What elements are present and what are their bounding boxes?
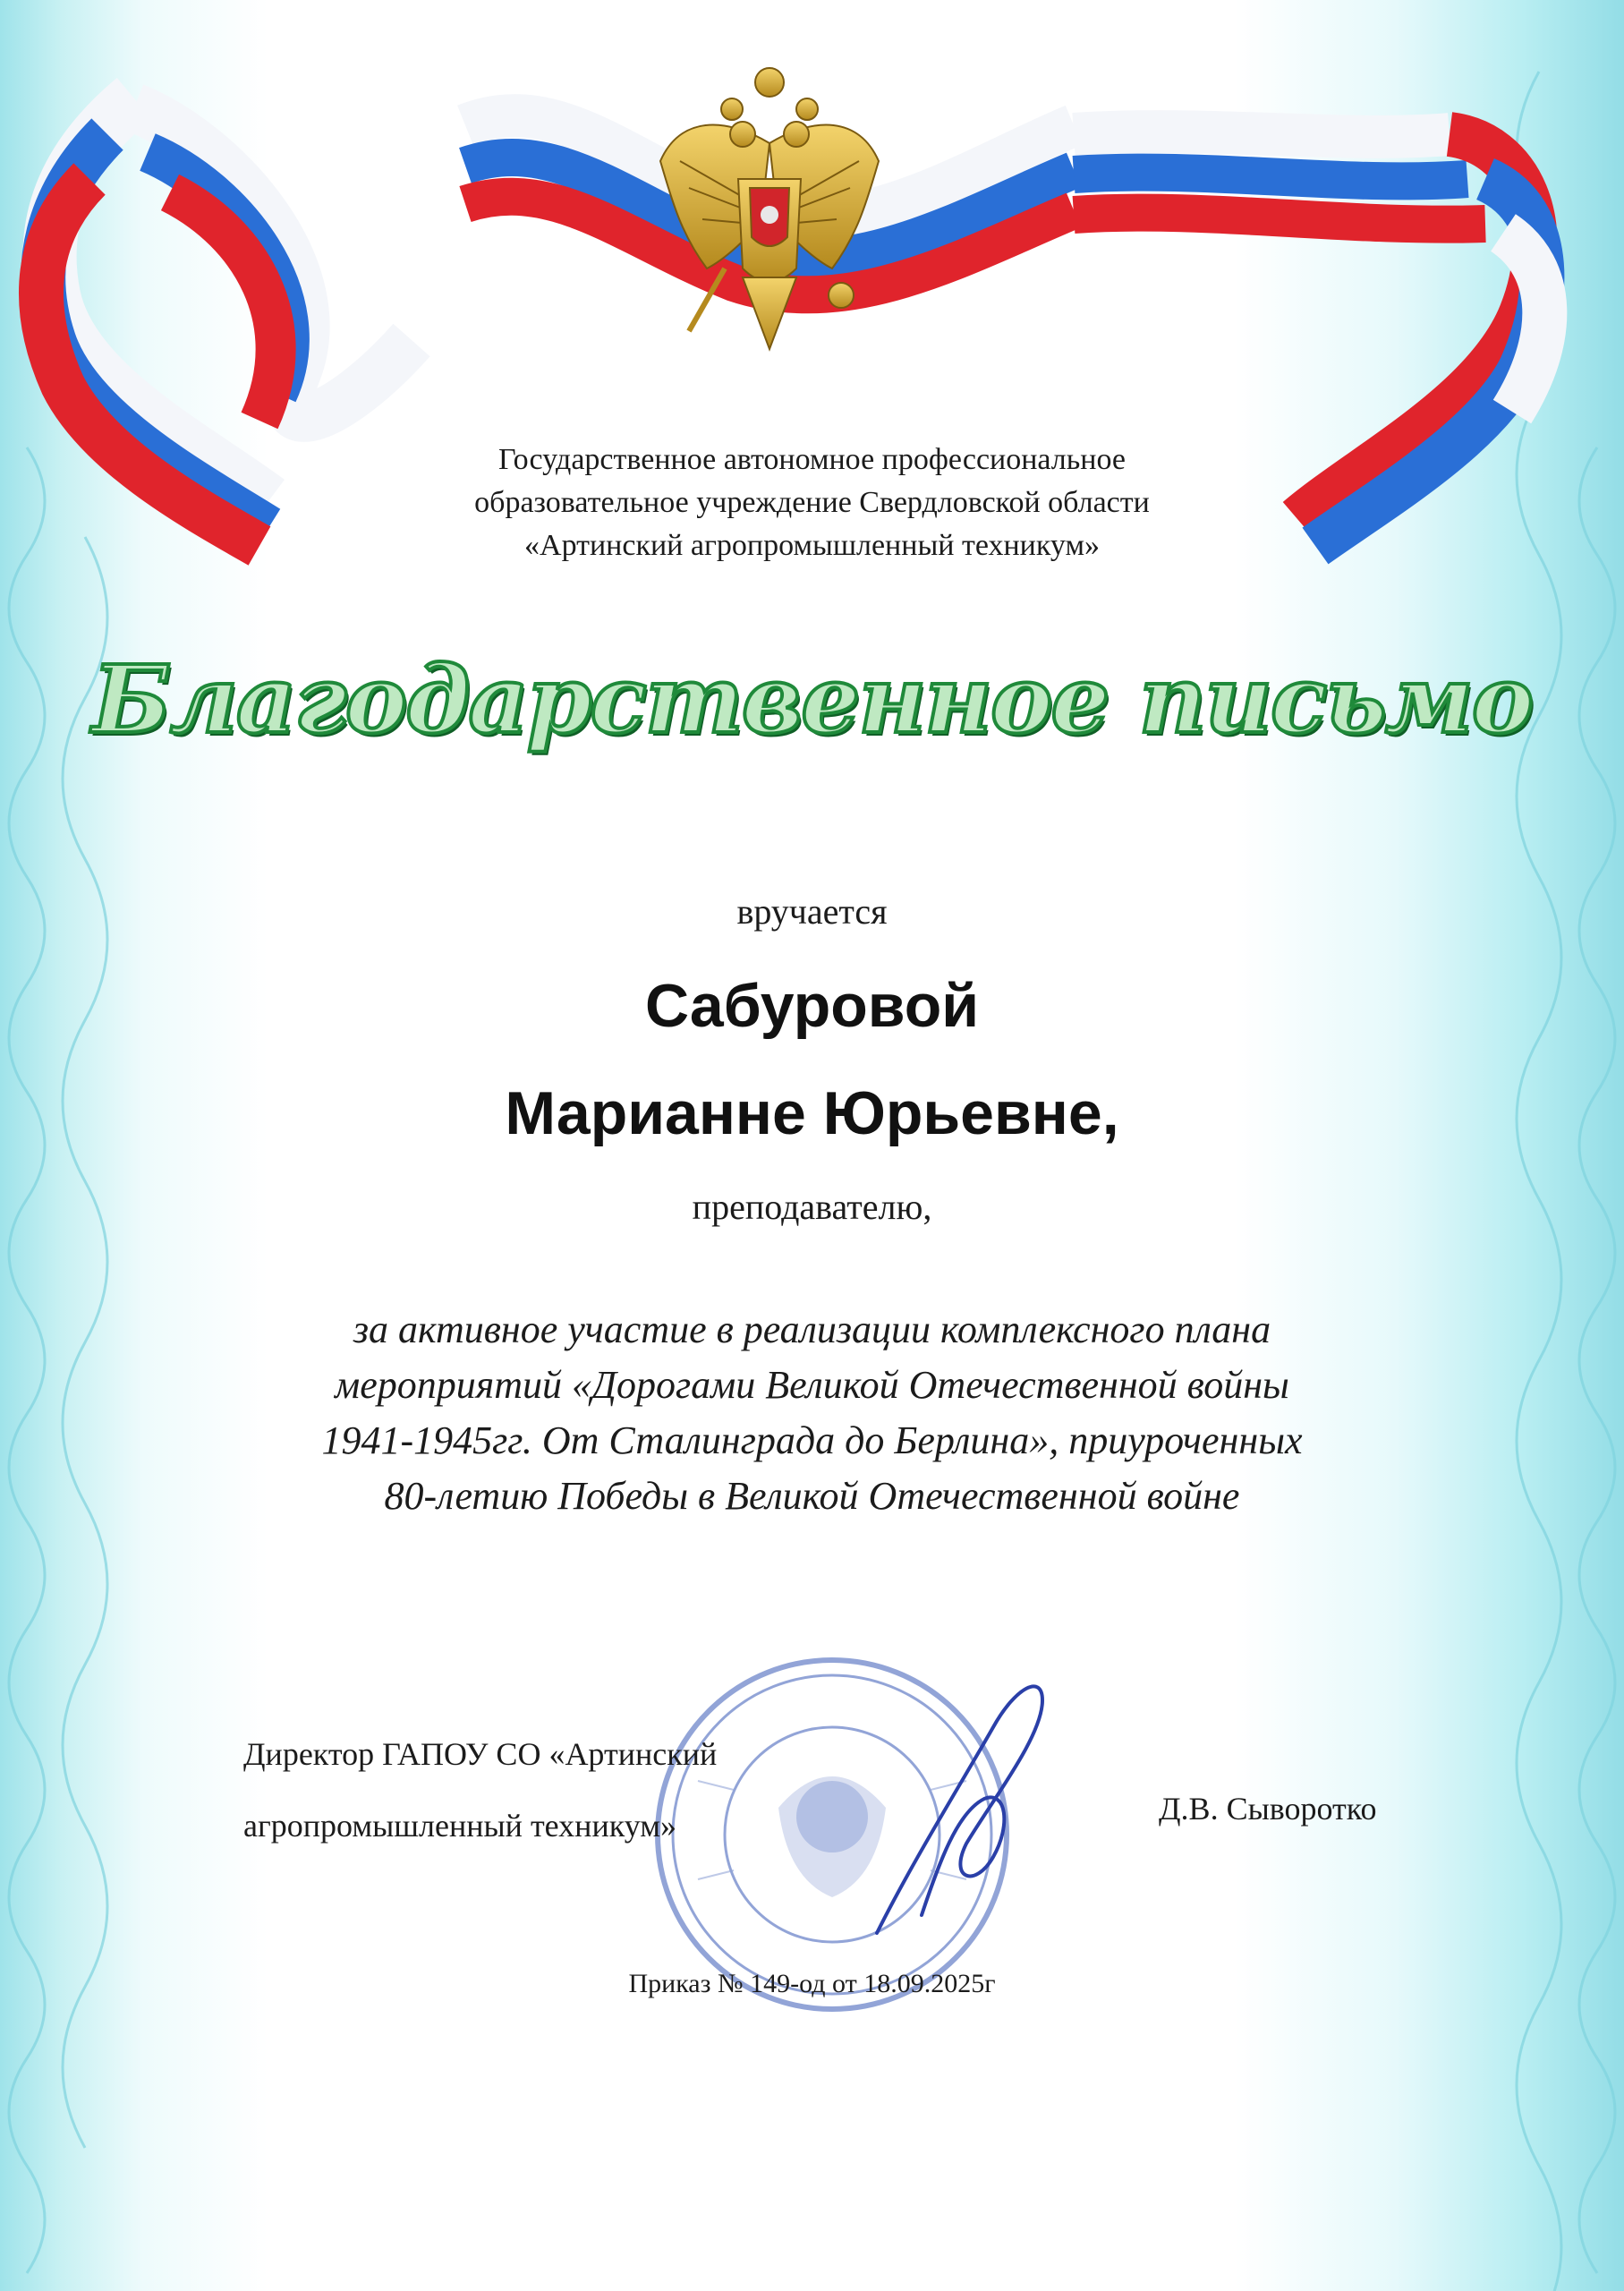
order-reference: Приказ № 149-од от 18.09.2025г — [628, 1969, 996, 1998]
reason-line: 1941-1945гг. От Сталинграда до Берлина», приуроченных — [321, 1418, 1303, 1462]
signatory-name: Д.В. Сыворотко — [1159, 1791, 1377, 1827]
reason-line: мероприятий «Дорогами Великой Отечественной войны — [335, 1363, 1289, 1407]
recipient-given-names: Марианне Юрьевне, — [505, 1079, 1119, 1147]
russian-coat-of-arms-icon — [653, 63, 886, 358]
signatory-title — [243, 1718, 717, 1861]
recipient-position: преподавателю, — [692, 1187, 932, 1227]
recipient-surname: Сабуровой — [644, 972, 980, 1040]
signatory-title-line: агропромышленный техникум» — [243, 1808, 676, 1844]
organization-line: Государственное автономное профессиональное — [498, 443, 1126, 476]
reason-line: 80-летию Победы в Великой Отечественной войне — [384, 1474, 1240, 1518]
reason-line: за активное участие в реализации комплексного плана — [353, 1307, 1271, 1351]
organization-line: образовательное учреждение Свердловской области — [474, 486, 1150, 519]
organization-line: «Артинский агропромышленный техникум» — [524, 529, 1100, 562]
signatory-title-line: Директор ГАПОУ СО «Артинский — [243, 1736, 718, 1772]
award-reason — [152, 1302, 1472, 1524]
handwritten-signature-icon — [859, 1665, 1092, 1951]
organization-name — [304, 439, 1320, 567]
awarded-label: вручается — [736, 891, 888, 932]
certificate-title: Благодарственное письмо — [91, 644, 1533, 754]
